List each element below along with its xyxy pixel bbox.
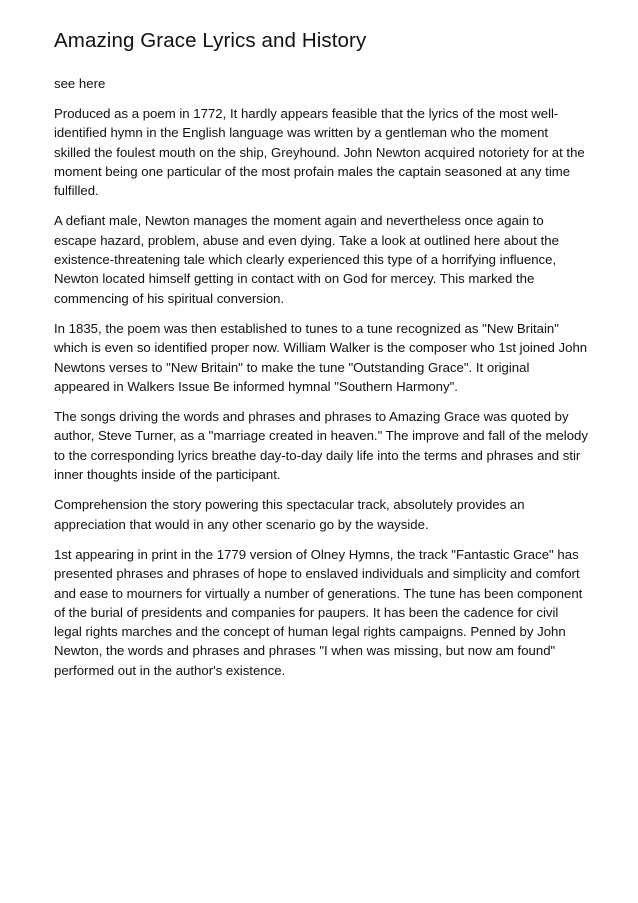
paragraph-2: A defiant male, Newton manages the moment again and nevertheless once again to escape hazard, problem, abuse and even dying. Take a look at outlined here about the existence-threatening tale which clearly experienced this type of a horrifying influence, Newton located himself getting in contact with on God for mercey. This marked the commencing of his spiritual conversion. xyxy=(54,213,559,306)
paragraph-6: 1st appearing in print in the 1779 version of Olney Hymns, the track "Fantastic Grace" has presented phrases and phrases of hope to enslaved individuals and simplicity and comfort and ease to mourners for virtually a number of generations. The tune has been component of the burial of presidents and companies for paupers. It has been the cadence for civil legal rights marches and the concept of human legal rights campaigns. Penned by John Newton, the words and phrases and phrases "I when was missing, but now am found" performed out in the author's existence. xyxy=(54,546,583,678)
paragraph-1: Produced as a poem in 1772, It hardly appears feasible that the lyrics of the most well-identified hymn in the English language was written by a gentleman who the moment skilled the foulest mouth on the ship, Greyhound. John Newton acquired notoriety for at the moment being one particular of the most profain males the captain seasoned at any time fulfilled. xyxy=(54,106,585,199)
see-here-link[interactable]: see here xyxy=(54,76,106,91)
document-page xyxy=(54,28,588,691)
paragraph-3: In 1835, the poem was then established to tunes to a tune recognized as "New Britain" which is even so identified proper now. William Walker is the composer who 1st joined John Newtons verses to "New Britain" to make the tune "Outstanding Grace". It original appeared in Walkers Issue Be informed hymnal "Southern Harmony". xyxy=(54,320,588,394)
page-title: Amazing Grace Lyrics and History xyxy=(54,29,367,52)
paragraph-5: Comprehension the story powering this spectacular track, absolutely provides an appreciation that would in any other scenario go by the wayside. xyxy=(54,497,525,532)
paragraph-4: The songs driving the words and phrases and phrases to Amazing Grace was quoted by author, Steve Turner, as a "marriage created in heaven." The improve and fall of the melody to the corresponding lyrics breathe day-to-day daily life into the terms and phrases and stir inner thoughts inside of the participant. xyxy=(54,409,588,483)
